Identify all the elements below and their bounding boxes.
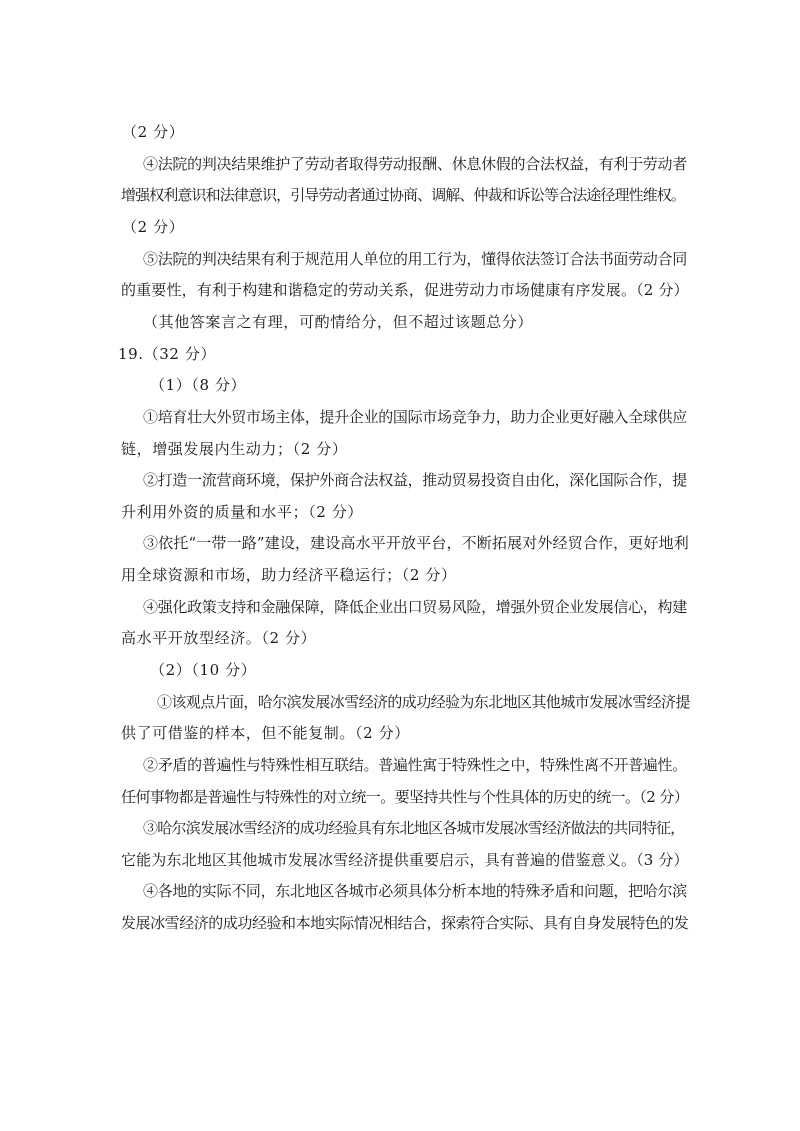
text-line: 发展冰雪经济的成功经验和本地实际情况相结合，探索符合实际、具有自身发展特色的发 xyxy=(121,914,689,932)
text-line: 高水平开放型经济。（2 分） xyxy=(121,629,317,647)
text-line: 它能为东北地区其他城市发展冰雪经济提供重要启示，具有普遍的借鉴意义。（3 分） xyxy=(121,851,689,869)
text-line: ①培育壮大外贸市场主体，提升企业的国际市场竞争力，助力企业更好融入全球供应 xyxy=(143,408,687,426)
text-line: ④强化政策支持和金融保障，降低企业出口贸易风险，增强外贸企业发展信心，构建 xyxy=(143,598,687,616)
text-line: 任何事物都是普遍性与特殊性的对立统一。要坚持共性与个性具体的历史的统一。（2 分） xyxy=(121,788,689,806)
text-line: 供了可借鉴的样本，但不能复制。（2 分） xyxy=(121,724,410,742)
text-line: 升利用外资的质量和水平；（2 分） xyxy=(121,503,364,521)
text-line: （1）（8 分） xyxy=(150,376,247,394)
text-line: ②矛盾的普遍性与特殊性相互联结。普遍性寓于特殊性之中，特殊性离不开普遍性。 xyxy=(143,756,687,774)
text-line: ④法院的判决结果维护了劳动者取得劳动报酬、休息休假的合法权益，有利于劳动者 xyxy=(143,155,687,173)
text-line: 链，增强发展内生动力；（2 分） xyxy=(121,440,348,458)
text-line: （其他答案言之有理，可酌情给分，但不超过该题总分） xyxy=(143,313,534,331)
text-line: （2）（10 分） xyxy=(150,661,257,679)
text-line: 用全球资源和市场，助力经济平稳运行；（2 分） xyxy=(121,566,457,584)
text-line: 19.（32 分） xyxy=(118,345,217,363)
text-line: （2 分） xyxy=(122,123,185,141)
text-line: ④各地的实际不同，东北地区各城市必须具体分析本地的特殊矛盾和问题，把哈尔滨 xyxy=(143,882,687,900)
text-line: ③依托“一带一路”建设，建设高水平开放平台，不断拓展对外经贸合作，更好地利 xyxy=(143,534,689,552)
text-line: 的重要性，有利于构建和谐稳定的劳动关系，促进劳动力市场健康有序发展。（2 分） xyxy=(121,281,689,299)
text-line: 增强权利意识和法律意识，引导劳动者通过协商、调解、仲裁和诉讼等合法途径理性维权。 xyxy=(121,186,686,204)
text-line: ⑤法院的判决结果有利于规范用人单位的用工行为，懂得依法签订合法书面劳动合同 xyxy=(143,250,687,268)
text-line: ②打造一流营商环境，保护外商合法权益，推动贸易投资自由化，深化国际合作，提 xyxy=(143,471,687,489)
text-line: ①该观点片面，哈尔滨发展冰雪经济的成功经验为东北地区其他城市发展冰雪经济提 xyxy=(157,693,690,711)
text-line: （2 分） xyxy=(122,218,185,236)
text-line: ③哈尔滨发展冰雪经济的成功经验具有东北地区各城市发展冰雪经济做法的共同特征， xyxy=(143,819,685,837)
